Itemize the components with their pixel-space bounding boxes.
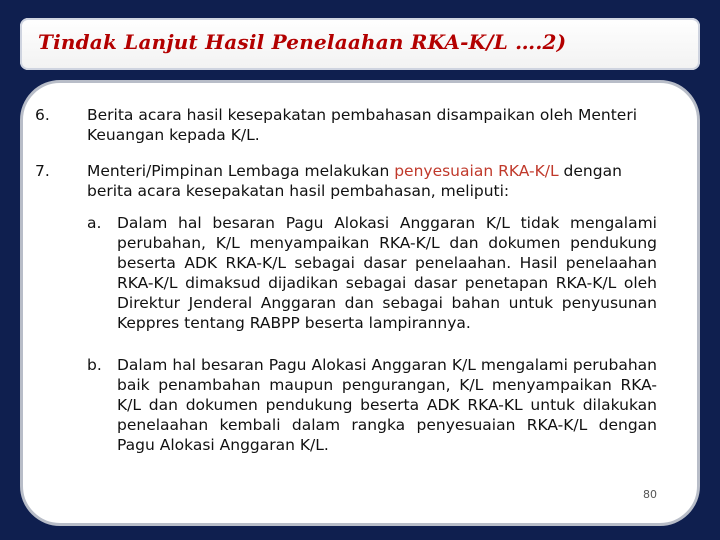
sub-item-text: Dalam hal besaran Pagu Alokasi Anggaran K/L mengalami perubahan baik penambahan maupun pengurangan, K/L menyampaikan RKA-K/L dan dokumen pendukung beserta ADK RKA-KL untuk dilakukan penelaahan kembali dalam rangka penyesuaian RKA-K/L dengan Pagu Alokasi Anggaran K/L. xyxy=(117,356,657,454)
sub-item-text: Dalam hal besaran Pagu Alokasi Anggaran K/L tidak mengalami perubahan, K/L menyampaikan RKA-K/L dan dokumen pendukung beserta ADK RKA-K/L sebagai dasar penelaahan. Hasil penelaahan RKA-K/L dimaksud dijadikan sebagai dasar penetapan RKA-K/L oleh Direktur Jenderal Anggaran dan sebagai bahan untuk penyusunan Keppres tentang RABPP beserta lampirannya. xyxy=(117,214,657,332)
slide-title: Tindak Lanjut Hasil Penelaahan RKA-K/L ….2) xyxy=(38,30,567,54)
item-text-start: Menteri/Pimpinan Lembaga melakukan xyxy=(87,162,395,180)
item-number: 6. xyxy=(35,106,50,124)
item-number: 7. xyxy=(35,162,50,180)
item-text-end: dengan berita acara kesepakatan hasil pembahasan, meliputi: xyxy=(87,162,622,200)
item-text xyxy=(87,161,647,201)
content-panel xyxy=(20,80,700,526)
item-text: Berita acara hasil kesepakatan pembahasan disampaikan oleh Menteri Keuangan kepada K/L. xyxy=(87,106,638,144)
sub-item-label: b. xyxy=(87,356,102,374)
highlighted-term: penyesuaian RKA-K/L xyxy=(394,162,559,180)
title-bar xyxy=(20,18,700,70)
sub-item-label: a. xyxy=(87,214,102,232)
page-number: 80 xyxy=(643,488,657,501)
